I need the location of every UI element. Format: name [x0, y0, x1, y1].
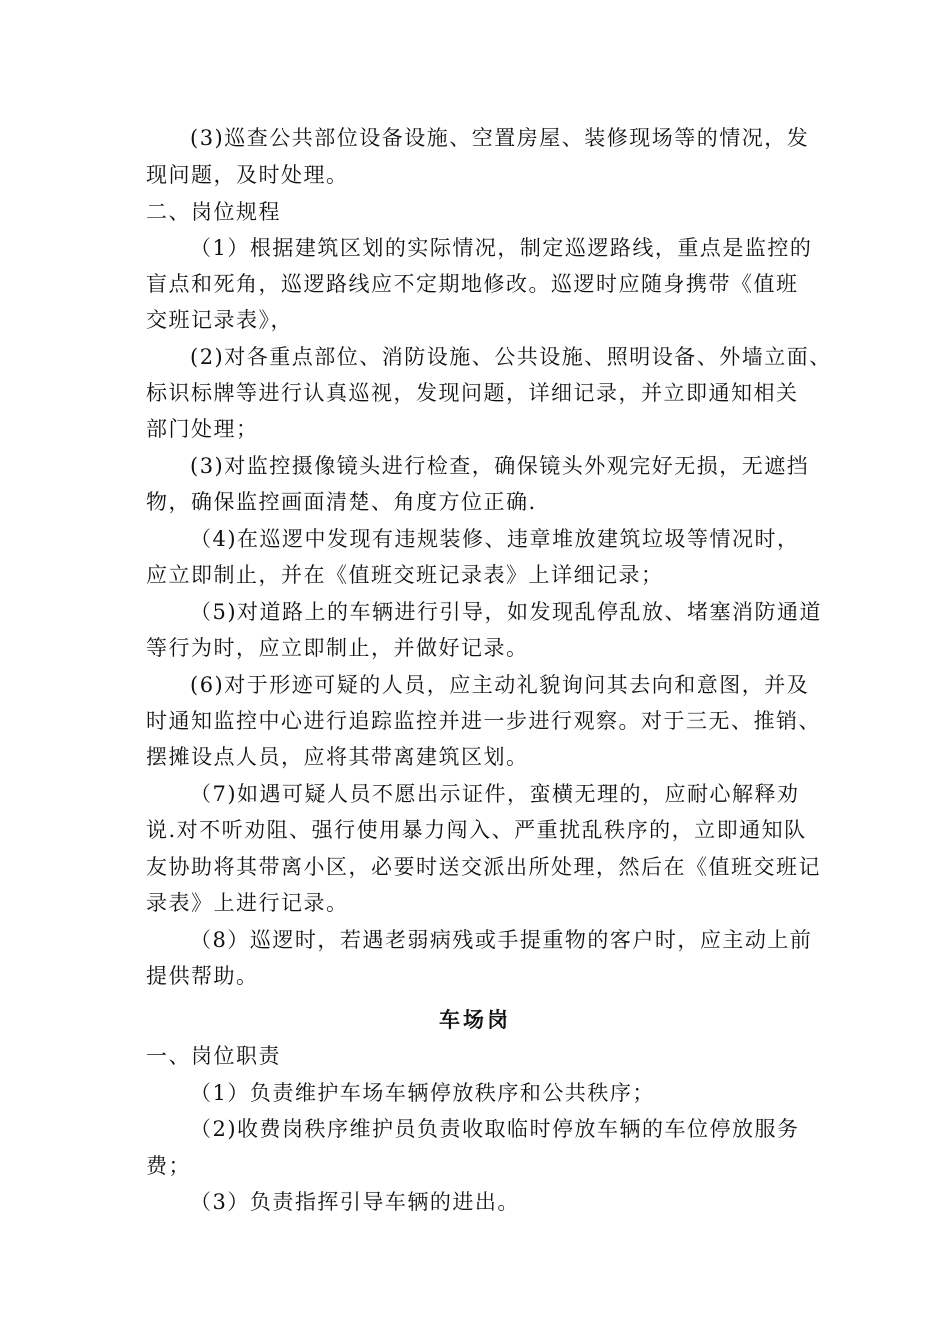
- paragraph-line: 标识标牌等进行认真巡视，发现问题，详细记录，并立即通知相关: [146, 381, 799, 405]
- paragraph-line: （8）巡逻时，若遇老弱病残或手提重物的客户时，应主动上前: [190, 928, 813, 952]
- paragraph-line: 友协助将其带离小区，必要时送交派出所处理，然后在《值班交班记: [146, 855, 821, 879]
- paragraph-line: 摆摊设点人员，应将其带离建筑区划。: [146, 745, 529, 769]
- paragraph-line: 录表》上进行记录。: [146, 891, 349, 915]
- paragraph-line: （7)如遇可疑人员不愿出示证件，蛮横无理的，应耐心解释劝: [190, 782, 800, 806]
- section-title: 车场岗: [439, 1007, 511, 1032]
- paragraph-line: （1）负责维护车场车辆停放秩序和公共秩序；: [190, 1081, 655, 1105]
- section-heading: 二、岗位规程: [146, 200, 281, 224]
- paragraph-line: (2)对各重点部位、消防设施、公共设施、照明设备、外墙立面、: [190, 345, 832, 369]
- paragraph-line: 说.对不听劝阻、强行使用暴力闯入、严重扰乱秩序的，立即通知队: [146, 818, 807, 842]
- paragraph-line: (3)巡查公共部位设备设施、空置房屋、装修现场等的情况，发: [190, 126, 810, 150]
- section-heading: 一、岗位职责: [146, 1044, 281, 1068]
- paragraph-line: （1）根据建筑区划的实际情况，制定巡逻路线，重点是监控的: [190, 236, 813, 260]
- paragraph-line: 应立即制止，并在《值班交班记录表》上详细记录；: [146, 563, 664, 587]
- paragraph-line: (3)对监控摄像镜头进行检查，确保镜头外观完好无损，无遮挡: [190, 454, 810, 478]
- paragraph-line: 现问题，及时处理。: [146, 163, 349, 187]
- paragraph-line: 部门处理；: [146, 417, 259, 441]
- paragraph-line: （3）负责指挥引导车辆的进出。: [190, 1190, 520, 1214]
- paragraph-line: （2)收费岗秩序维护员负责收取临时停放车辆的车位停放服务: [190, 1117, 800, 1141]
- paragraph-line: 盲点和死角，巡逻路线应不定期地修改。巡逻时应随身携带《值班: [146, 272, 799, 296]
- paragraph-line: （4)在巡逻中发现有违规装修、违章堆放建筑垃圾等情况时，: [190, 527, 800, 551]
- paragraph-line: 提供帮助。: [146, 964, 259, 988]
- paragraph-line: 等行为时，应立即制止，并做好记录。: [146, 636, 529, 660]
- paragraph-line: 费；: [146, 1154, 191, 1178]
- paragraph-line: (6)对于形迹可疑的人员，应主动礼貌询问其去向和意图，并及: [190, 673, 810, 697]
- paragraph-line: 时通知监控中心进行追踪监控并进一步进行观察。对于三无、推销、: [146, 709, 821, 733]
- paragraph-line: （5)对道路上的车辆进行引导，如发现乱停乱放、堵塞消防通道: [190, 600, 823, 624]
- paragraph-line: 交班记录表》，: [146, 308, 293, 332]
- paragraph-line: 物，确保监控画面清楚、角度方位正确.: [146, 490, 537, 514]
